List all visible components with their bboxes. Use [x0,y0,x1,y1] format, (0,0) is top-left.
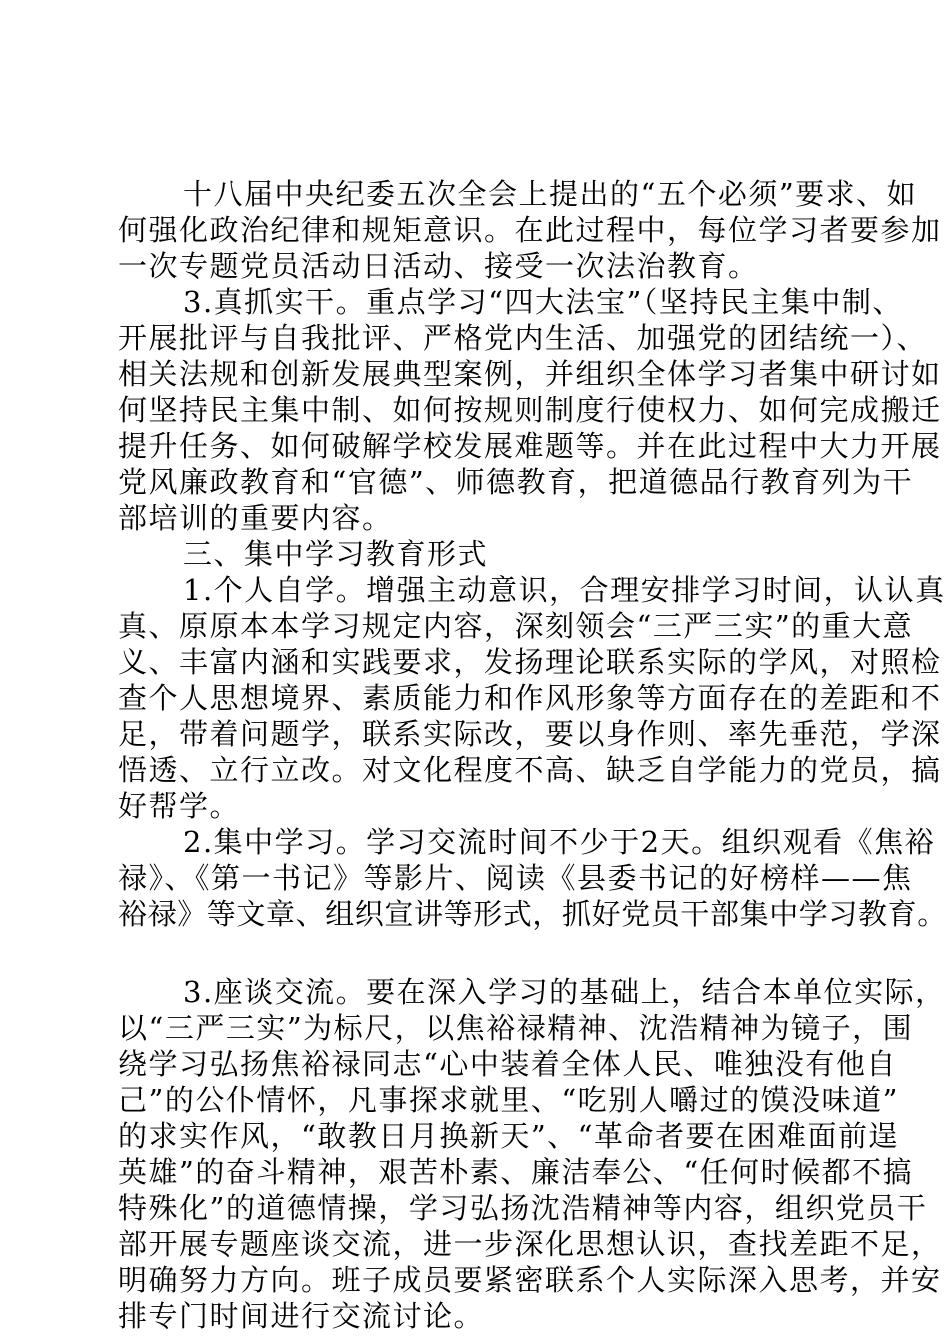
text-line: 提升任务、如何破解学校发展难题等。并在此过程中大力开展 [118,429,942,463]
text-line: 真、原原本本学习规定内容，深刻领会“三严三实”的重大意 [118,609,914,643]
text-line: 排专门时间进行交流讨论。 [118,1299,485,1333]
text-line: 裕禄》等文章、组织宣讲等形式，抓好党员干部集中学习教育。 [118,897,947,931]
text-line: 查个人思想境界、素质能力和作风形象等方面存在的差距和不 [118,681,942,715]
text-line: 十八届中央纪委五次全会上提出的“五个必须”要求、如 [183,177,918,211]
text-line: 以“三严三实”为标尺，以焦裕禄精神、沈浩精神为镜子，围 [118,1011,914,1045]
text-line: 部开展专题座谈交流，进一步深化思想认识，查找差距不足， [118,1227,942,1261]
text-line: 党风廉政教育和“官德”、师德教育，把道德品行教育列为干 [118,465,914,499]
text-line: 义、丰富内涵和实践要求，发扬理论联系实际的学风，对照检 [118,645,942,679]
text-line: 1.个人自学。增强主动意识，合理安排学习时间，认认真 [183,573,946,607]
text-line: 何坚持民主集中制、如何按规则制度行使权力、如何完成搬迁 [118,393,942,427]
text-line: 好帮学。 [118,789,241,823]
text-line: 足，带着问题学，联系实际改，要以身作则、率先垂范，学深 [118,717,942,751]
text-line: 3.真抓实干。重点学习“四大法宝”（坚持民主集中制、 [183,285,903,319]
text-line: 2.集中学习。学习交流时间不少于2天。组织观看《焦裕 [183,825,936,859]
text-line: 开展批评与自我批评、严格党内生活、加强党的团结统一）、 [118,321,928,355]
text-line: 一次专题党员活动日活动、接受一次法治教育。 [118,249,759,283]
text-line: 己”的公仆情怀，凡事探求就里、“吃别人嚼过的馍没味道” [118,1083,899,1117]
text-line: 的求实作风，“敢教日月换新天”、“革命者要在困难面前逞 [118,1119,899,1153]
text-line: 禄》、《第一书记》等影片、阅读《县委书记的好榜样——焦 [118,861,913,895]
text-line: 明确努力方向。班子成员要紧密联系个人实际深入思考，并安 [118,1263,942,1297]
text-line: 悟透、立行立改。对文化程度不高、缺乏自学能力的党员，搞 [118,753,942,787]
section-heading: 三、集中学习教育形式 [183,537,489,571]
text-line: 部培训的重要内容。 [118,501,393,535]
text-line: 绕学习弘扬焦裕禄同志“心中装着全体人民、唯独没有他自 [118,1047,897,1081]
text-line: 相关法规和创新发展典型案例，并组织全体学习者集中研讨如 [118,357,942,391]
text-line: 特殊化”的道德情操，学习弘扬沈浩精神等内容，组织党员干 [118,1191,928,1225]
text-line: 3.座谈交流。要在深入学习的基础上，结合本单位实际， [183,975,946,1009]
text-line: 英雄”的奋斗精神，艰苦朴素、廉洁奉公、“任何时候都不搞 [118,1155,914,1189]
text-line: 何强化政治纪律和规矩意识。在此过程中，每位学习者要参加 [118,213,942,247]
